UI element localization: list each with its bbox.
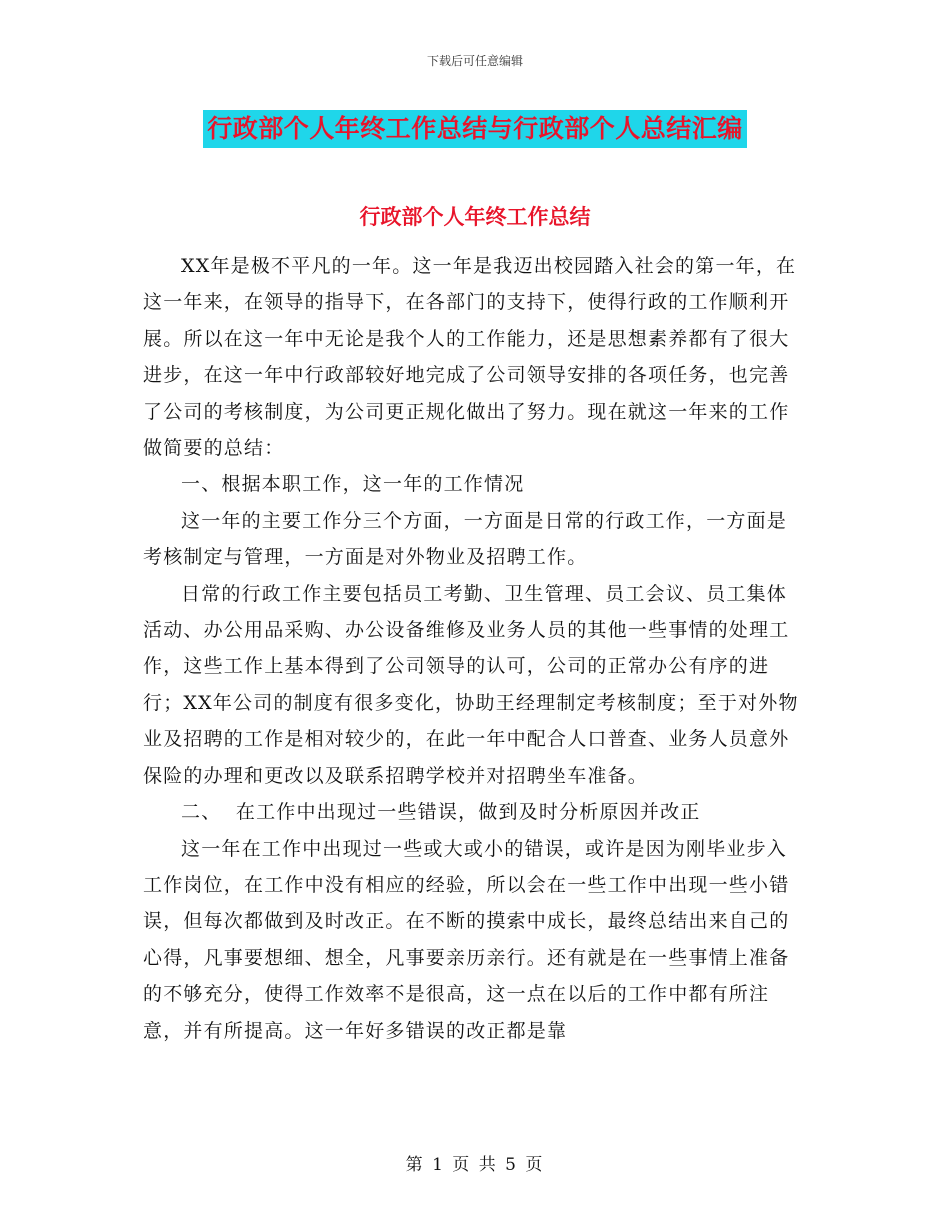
document-body [143, 248, 803, 1049]
paragraph: 这一年的主要工作分三个方面，一方面是日常的行政工作，一方面是考核制定与管理，一方面是对外物业及招聘工作。 [143, 509, 788, 569]
page-header-note: 下载后可任意编辑 [426, 54, 523, 68]
document-title: 行政部个人年终工作总结与行政部个人总结汇编 [203, 110, 747, 148]
paragraph: 这一年在工作中出现过一些或大或小的错误，或许是因为刚毕业步入工作岗位，在工作中没有相应的经验，所以会在一些工作中出现一些小错误，但每次都做到及时改正。在不断的摸索中成长，最终总结出来自己的心得，凡事要想细、想全，凡事要亲历亲行。还有就是在一些事情上准备的不够充分，使得工作效率不是很高，这一点在以后的工作中都有所注意，并有所提高。这一年好多错误的改正都是靠 [143, 837, 790, 1042]
paragraph: XX年是极不平凡的一年。这一年是我迈出校园踏入社会的第一年，在这一年来，在领导的指导下，在各部门的支持下，使得行政的工作顺利开展。所以在这一年中无论是我个人的工作能力，还是思想素养都有了很大进步，在这一年中行政部较好地完成了公司领导安排的各项任务，也完善了公司的考核制度，为公司更正规化做出了努力。现在就这一年来的工作做简要的总结： [143, 255, 797, 460]
document-title-wrapper [0, 110, 950, 148]
paragraph-heading: 一、根据本职工作，这一年的工作情况 [181, 473, 525, 496]
section-title: 行政部个人年终工作总结 [359, 204, 591, 229]
paragraph: 日常的行政工作主要包括员工考勤、卫生管理、员工会议、员工集体活动、办公用品采购、办公设备维修及业务人员的其他一些事情的处理工作，这些工作上基本得到了公司领导的认可，公司的正常办公有序的进行；XX年公司的制度有很多变化，协助王经理制定考核制度；至于对外物业及招聘的工作是相对较少的，在此一年中配合人口普查、业务人员意外保险的办理和更改以及联系招聘学校并对招聘坐车准备。 [143, 582, 799, 787]
paragraph-heading: 二、 在工作中出现过一些错误，做到及时分析原因并改正 [181, 801, 701, 824]
page-number: 第 1 页 共 5 页 [405, 1155, 545, 1175]
